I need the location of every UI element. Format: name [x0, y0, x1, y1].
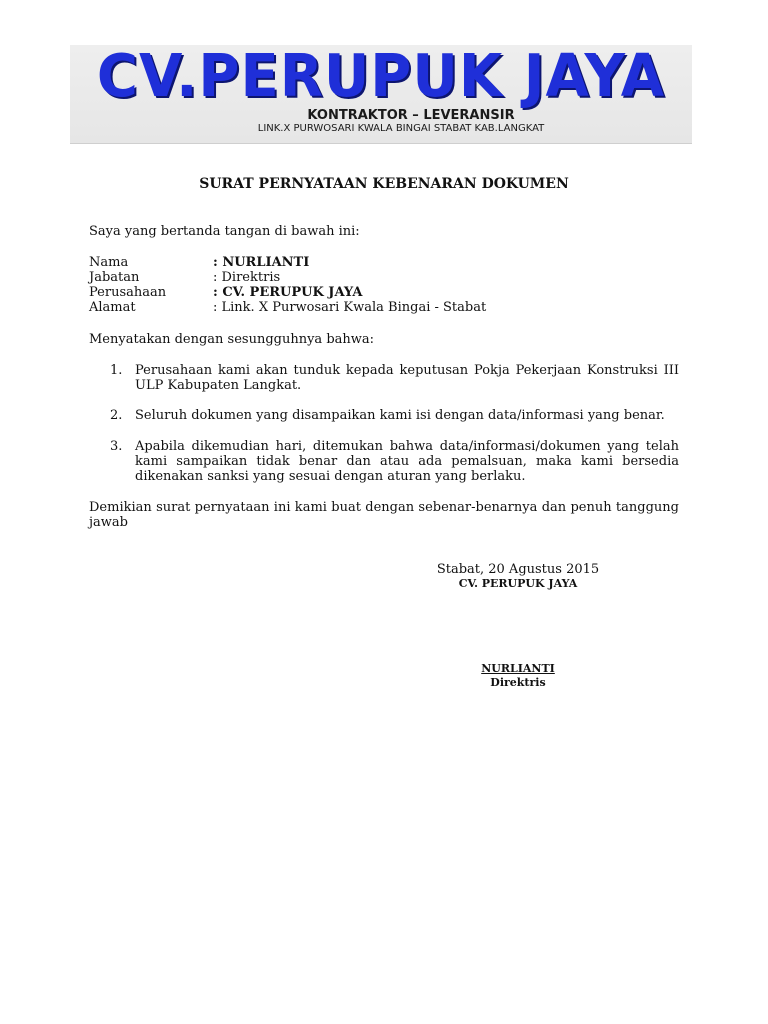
place-date: Stabat, 20 Agustus 2015: [436, 562, 600, 577]
point-text: Perusahaan kami akan tunduk kepada keputusan Pokja Pekerjaan Konstruksi III ULP Kabupaten Langkat.: [135, 363, 679, 393]
signatory-position: Direktris: [490, 676, 546, 689]
document-title: SURAT PERNYATAAN KEBENARAN DOKUMEN: [199, 176, 569, 192]
identity-value: : Link. X Purwosari Kwala Bingai - Stabat: [213, 300, 487, 315]
closing-text: Demikian surat pernyataan ini kami buat dengan sebenar-benarnya dan penuh tanggung jawab: [89, 500, 679, 530]
point-number: 2.: [110, 408, 123, 423]
identity-row-address: [89, 300, 486, 315]
letterhead-subtitle: KONTRAKTOR – LEVERANSIR: [307, 108, 515, 123]
letterhead-address: LINK.X PURWOSARI KWALA BINGAI STABAT KAB.LANGKAT: [257, 123, 545, 134]
identity-value: : NURLIANTI: [213, 255, 310, 270]
statement-intro: Menyatakan dengan sesungguhnya bahwa:: [89, 332, 375, 347]
identity-block: [89, 255, 486, 315]
identity-label: Alamat: [89, 300, 136, 315]
identity-label: Perusahaan: [89, 285, 167, 300]
statement-point-2: [110, 408, 679, 423]
letterhead: [70, 42, 692, 144]
signature-company: CV. PERUPUK JAYA: [458, 577, 578, 590]
point-text: Apabila dikemudian hari, ditemukan bahwa data/informasi/dokumen yang telah kami sampaikan tidak benar dan atau ada pemalsuan, maka kami bersedia dikenakan sanksi yang sesuai dengan aturan yang berlaku.: [135, 439, 679, 484]
company-logo-text: CV.PERUPUK JAYA: [96, 42, 666, 111]
point-number: 3.: [110, 439, 123, 454]
statement-point-1: [110, 363, 679, 393]
signatory-name: NURLIANTI: [481, 662, 555, 675]
identity-value: : Direktris: [213, 270, 281, 285]
identity-row-company: [89, 285, 486, 300]
identity-label: Nama: [89, 255, 129, 270]
point-text: Seluruh dokumen yang disampaikan kami isi dengan data/informasi yang benar.: [135, 408, 665, 423]
identity-label: Jabatan: [89, 270, 140, 285]
identity-value: : CV. PERUPUK JAYA: [213, 285, 363, 300]
identity-row-name: [89, 255, 486, 270]
point-number: 1.: [110, 363, 123, 378]
identity-row-position: [89, 270, 486, 285]
intro-text: Saya yang bertanda tangan di bawah ini:: [89, 224, 360, 239]
statement-point-3: [110, 439, 679, 484]
